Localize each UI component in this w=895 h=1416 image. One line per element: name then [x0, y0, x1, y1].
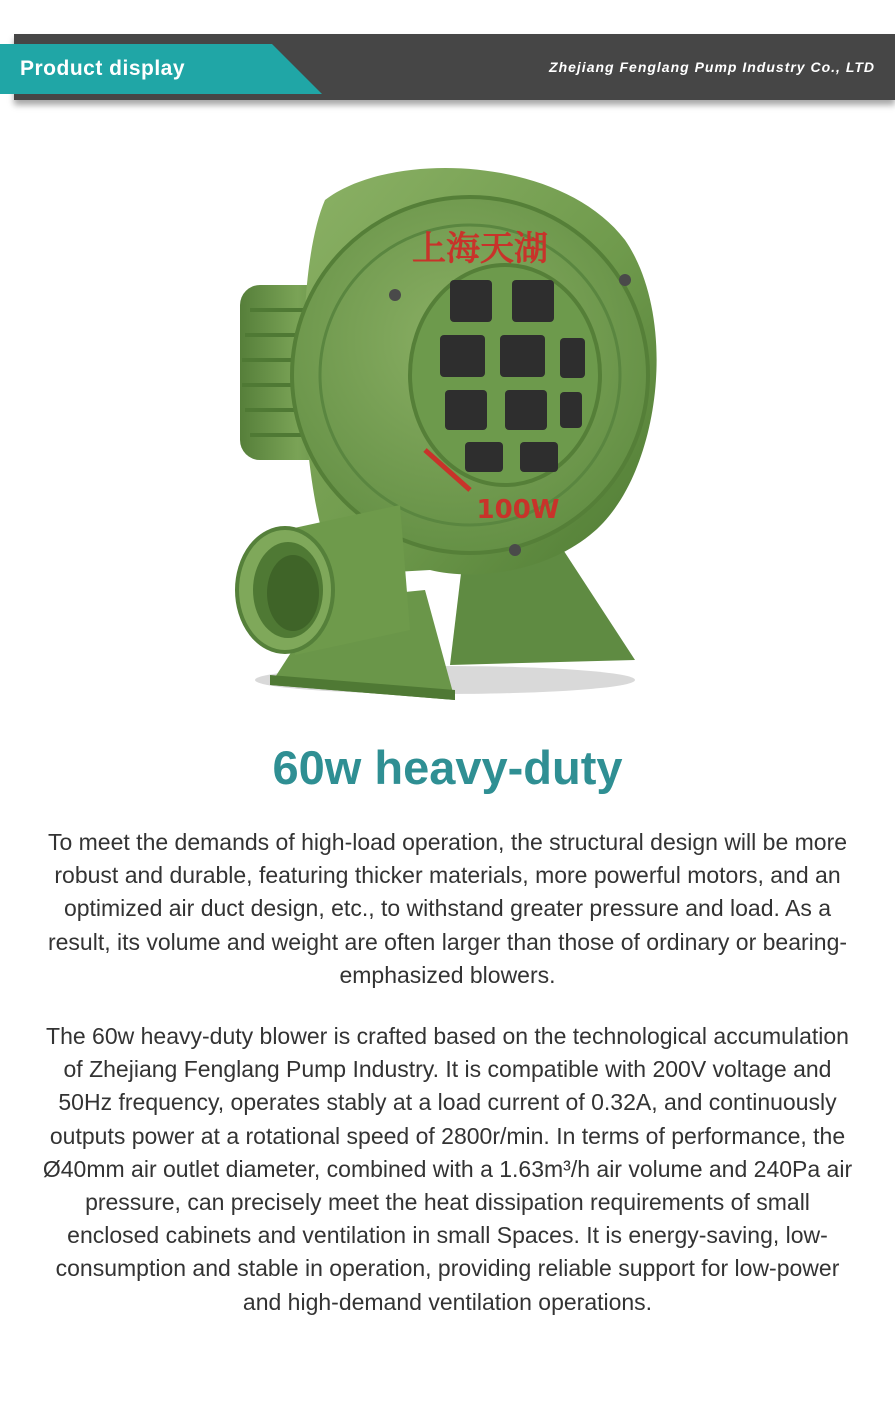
cover-text: 上海天湖: [412, 229, 548, 269]
product-title: 60w heavy-duty: [272, 741, 623, 794]
description-paragraph-2: The 60w heavy-duty blower is crafted based on the technological accumulation of Zhejiang Fenglang Pump Industry. It is compatible with 200V voltage and 50Hz frequency, operates stably at a load current of 0.32A, and continuously outputs power at a rotational speed of 2800r/min. In terms of performance, the Ø40mm air outlet diameter, combined with a 1.63m³/h air volume and 240Pa air pressure, can precisely meet the heat dissipation requirements of small enclosed cabinets and ventilation in small Spaces. It is energy-saving, low-consumption and stable in operation, providing reliable support for low-power and high-demand ventilation operations.: [42, 1023, 853, 1315]
power-label: 100W: [476, 495, 560, 525]
company-name: Zhejiang Fenglang Pump Industry Co., LTD: [549, 59, 875, 75]
header-tab-title: Product display: [20, 57, 186, 80]
description-paragraph-1: To meet the demands of high-load operation, the structural design will be more robust and durable, featuring thicker materials, more powerful motors, and an optimized air duct design, etc., to withstand greater pressure and load. As a result, its volume and weight are often larger than those of ordinary or bearing-emphasized blowers.: [47, 829, 848, 988]
green-centrifugal-blower-icon: [230, 160, 670, 705]
